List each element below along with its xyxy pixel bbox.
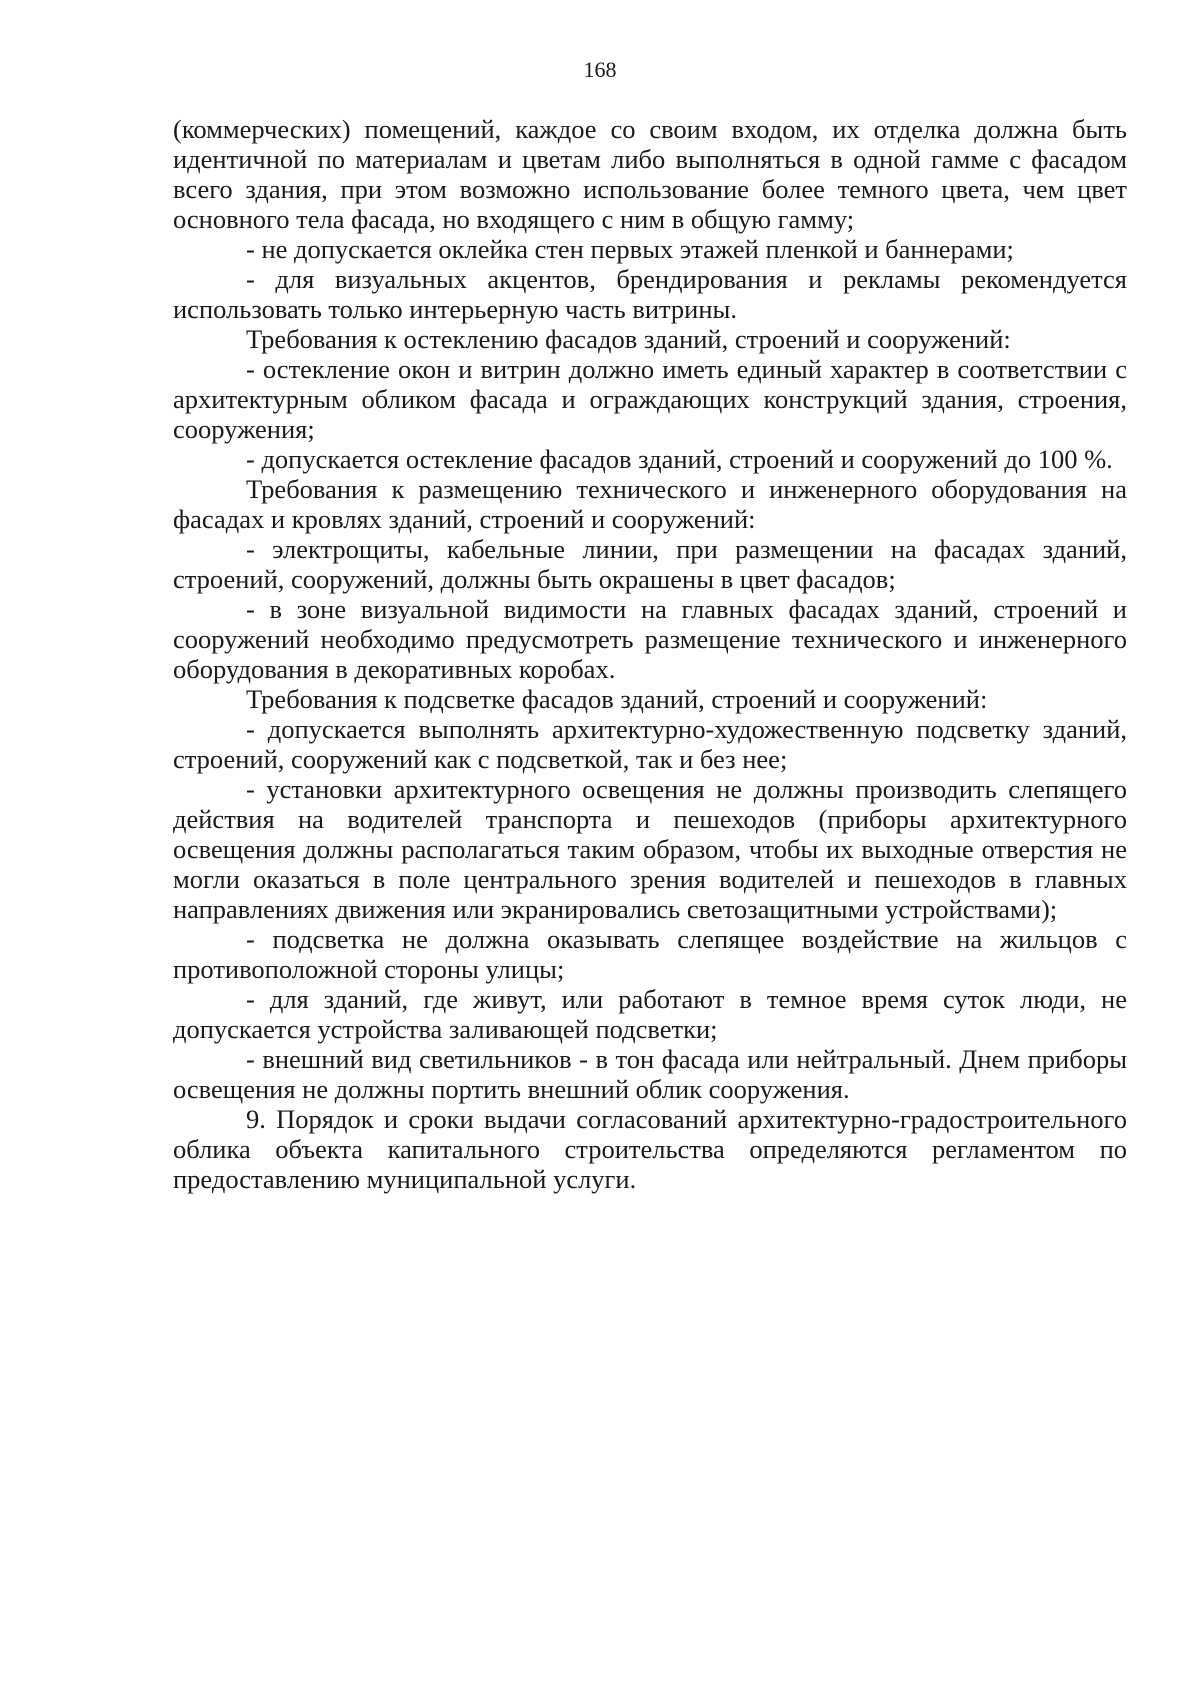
- document-body: [173, 114, 1127, 1194]
- paragraph-electrical-panels: - электрощиты, кабельные линии, при размещении на фасадах зданий, строений, сооружений, должны быть окрашены в цвет фасадов;: [173, 534, 1127, 594]
- paragraph-approval-procedure: 9. Порядок и сроки выдачи согласований архитектурно-градостроительного облика объекта капитального строительства определяются регламентом по предоставлению муниципальной услуги.: [173, 1104, 1127, 1194]
- paragraph-luminaire-appearance: - внешний вид светильников - в тон фасада или нейтральный. Днем приборы освещения не должны портить внешний облик сооружения.: [173, 1044, 1127, 1104]
- paragraph-no-glare-drivers: - установки архитектурного освещения не должны производить слепящего действия на водителей транспорта и пешеходов (приборы архитектурного освещения должны располагаться таким образом, чтобы их выходные отверстия не могли оказаться в поле центрального зрения водителей и пешеходов в главных направлениях движения или экранировались светозащитными устройствами);: [173, 774, 1127, 924]
- heading-glazing-requirements: Требования к остеклению фасадов зданий, строений и сооружений:: [246, 324, 1011, 354]
- paragraph-glazing-100: - допускается остекление фасадов зданий, строений и сооружений до 100 %.: [246, 444, 1113, 474]
- paragraph-no-film-banners: - не допускается оклейка стен первых этажей пленкой и баннерами;: [246, 234, 1014, 264]
- paragraph-decorative-boxes: - в зоне визуальной видимости на главных фасадах зданий, строений и сооружений необходимо предусмотреть размещение технического и инженерного оборудования в декоративных коробах.: [173, 594, 1127, 684]
- page-number: 168: [583, 57, 617, 82]
- paragraph-no-glare-residents: - подсветка не должна оказывать слепящее воздействие на жильцов с противоположной стороны улицы;: [173, 924, 1127, 984]
- heading-lighting-requirements: Требования к подсветке фасадов зданий, строений и сооружений:: [246, 684, 988, 714]
- paragraph-commercial-premises: (коммерческих) помещений, каждое со своим входом, их отделка должна быть идентичной по материалам и цветам либо выполняться в одной гамме с фасадом всего здания, при этом возможно использование более темного цвета, чем цвет основного тела фасада, но входящего с ним в общую гамму;: [173, 114, 1127, 234]
- heading-equipment-requirements: Требования к размещению технического и инженерного оборудования на фасадах и кровлях зданий, строений и сооружений:: [173, 474, 1127, 534]
- paragraph-glazing-uniform: - остекление окон и витрин должно иметь единый характер в соответствии с архитектурным обликом фасада и ограждающих конструкций здания, строения, сооружения;: [173, 354, 1127, 444]
- paragraph-no-flood-lighting: - для зданий, где живут, или работают в темное время суток люди, не допускается устройства заливающей подсветки;: [173, 984, 1127, 1044]
- paragraph-visual-accents: - для визуальных акцентов, брендирования и рекламы рекомендуется использовать только интерьерную часть витрины.: [173, 264, 1127, 324]
- paragraph-architectural-lighting: - допускается выполнять архитектурно-художественную подсветку зданий, строений, сооружений как с подсветкой, так и без нее;: [173, 714, 1127, 774]
